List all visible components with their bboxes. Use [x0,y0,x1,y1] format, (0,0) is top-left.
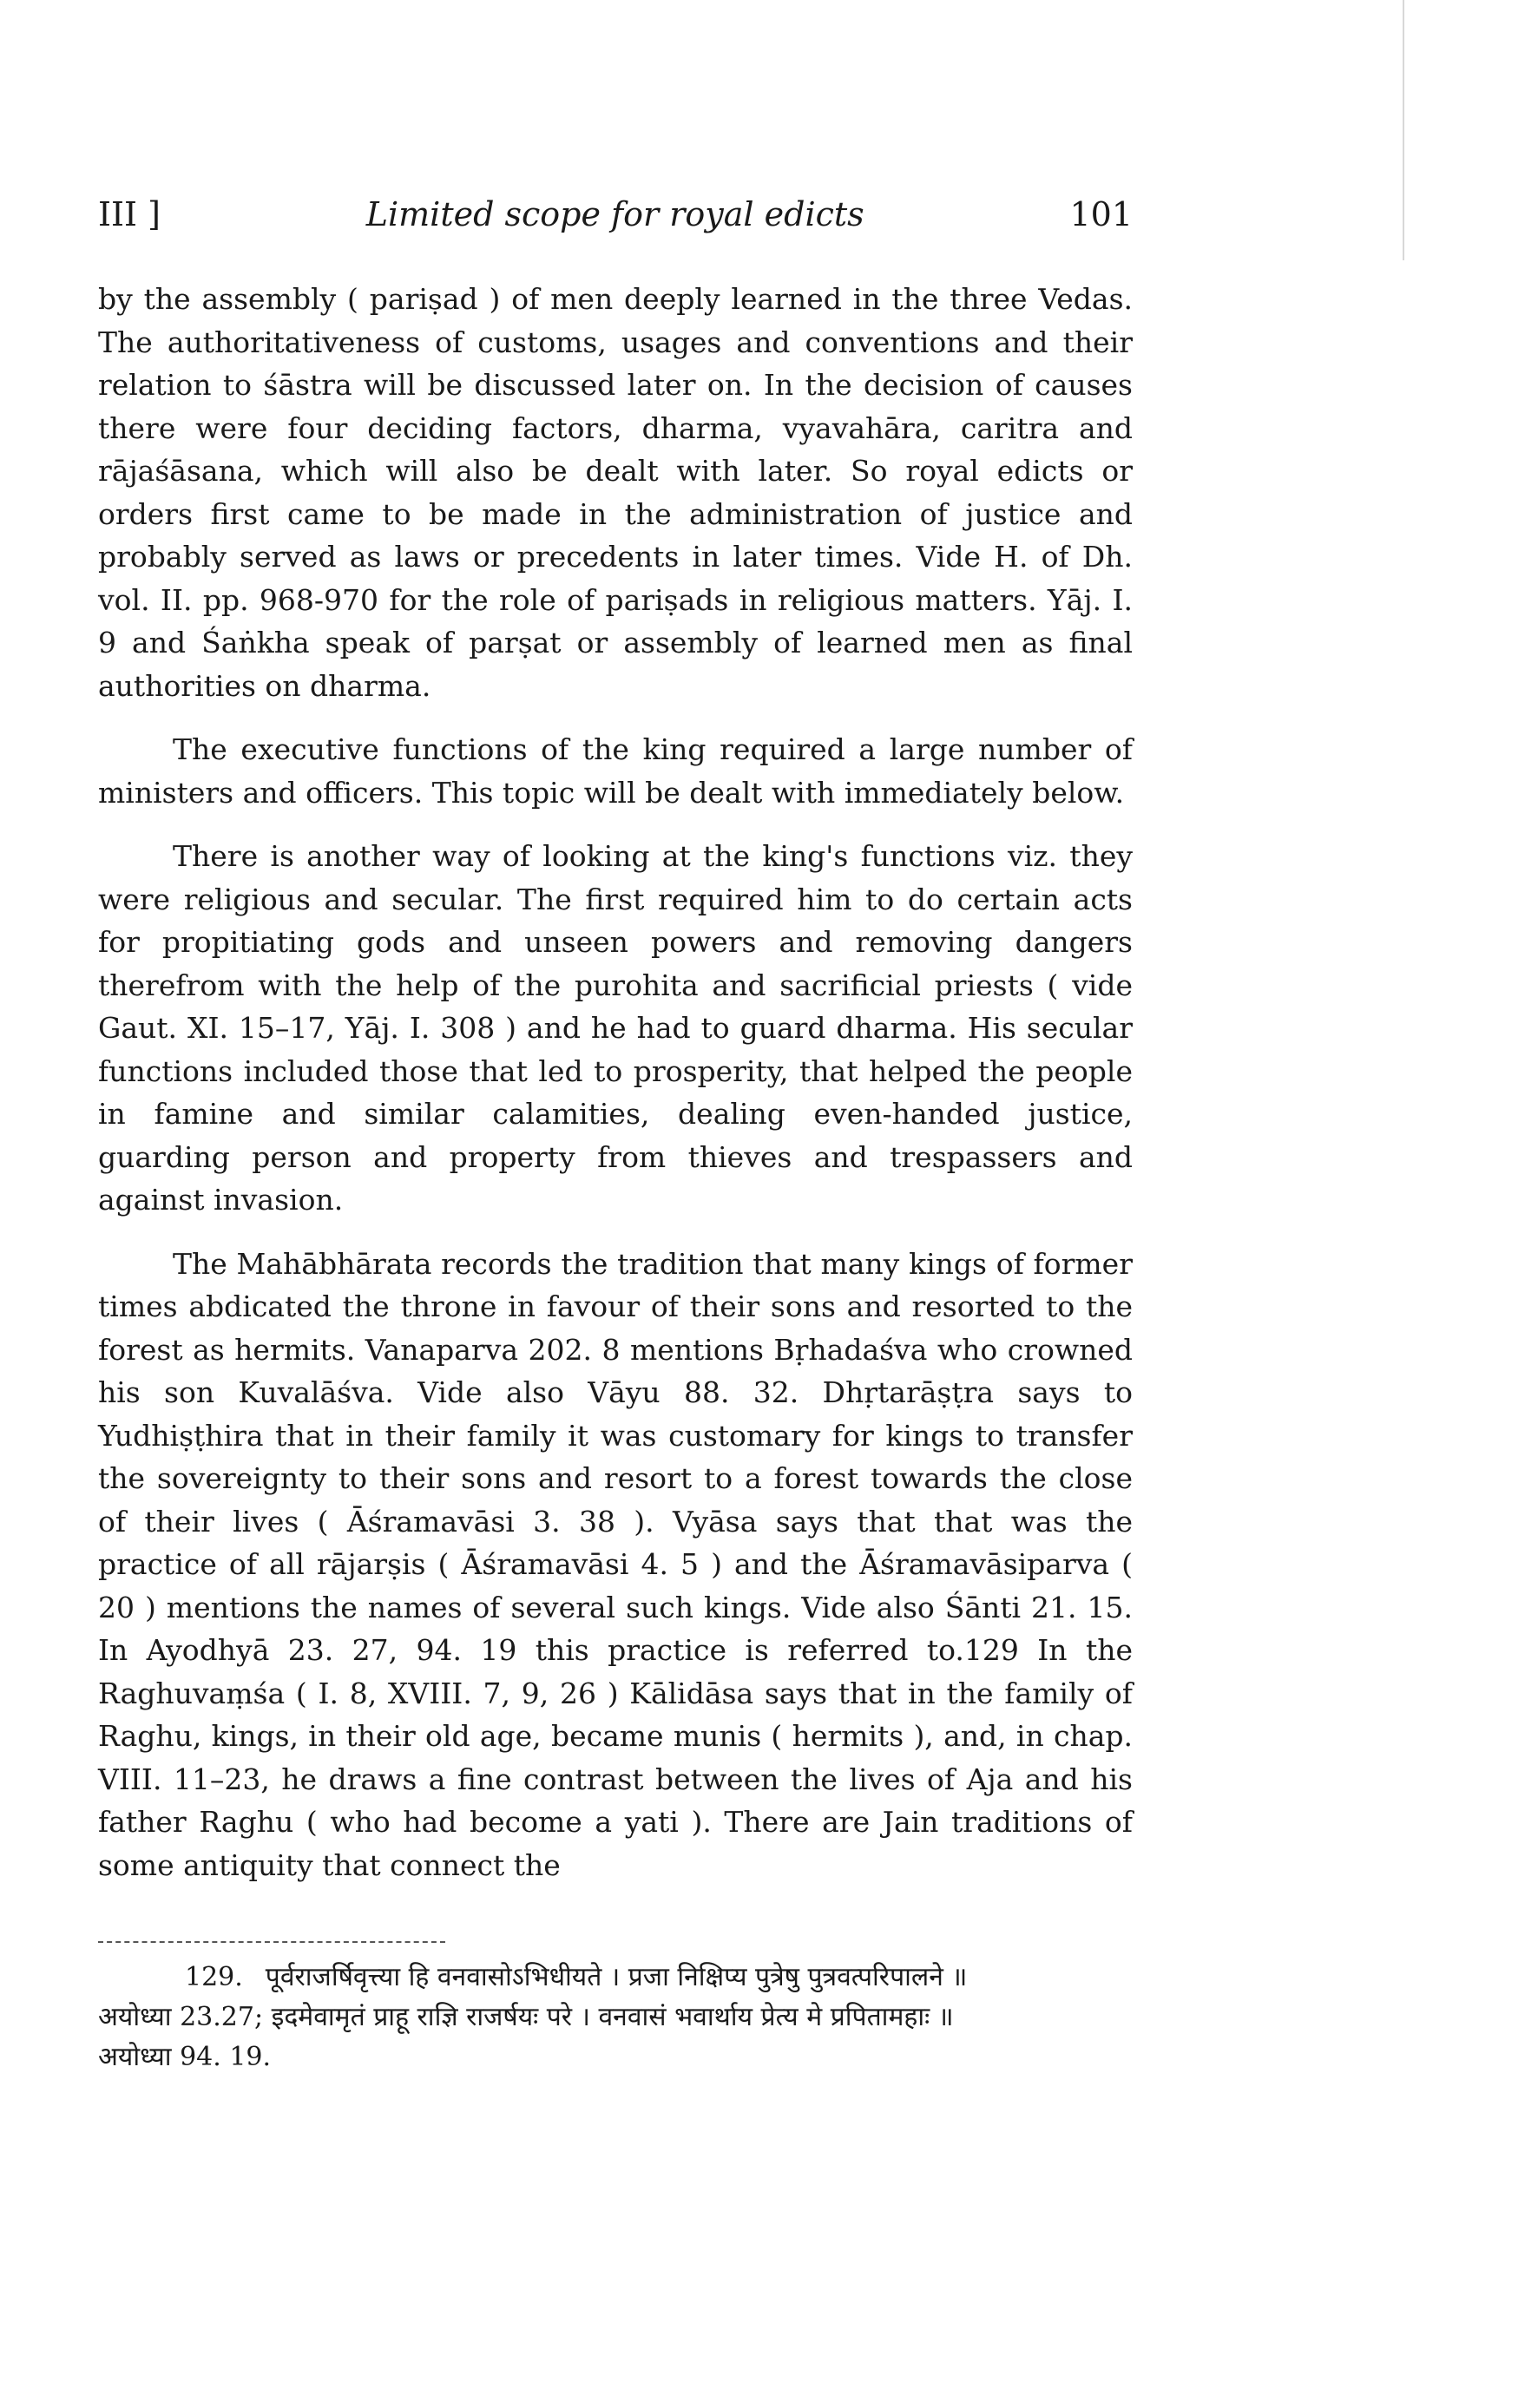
main-text [98,278,1133,1886]
page-number: 101 [1069,195,1133,233]
footnote-number: 129. [185,1962,243,1992]
footnote [98,1958,1133,2077]
footnote-separator [98,1941,445,1943]
paragraph-continued: by the assembly ( pariṣad ) of men deeply learned in the three Vedas. The authoritativeness of customs, usages and conventions and their relation to śāstra will be discussed later on. In the decision of causes there were four deciding factors, dharma, vyavahāra, caritra and rājaśāsana, which will also be dealt with later. So royal edicts or orders first came to be made in the administration of justice and probably served as laws or precedents in later times. Vide H. of Dh. vol. II. pp. 968-970 for the role of pariṣads in religious matters. Yāj. I. 9 and Śaṅkha speak of parṣat or assembly of learned men as final authorities on dharma. [98,282,1133,703]
footnote-line [98,1958,1133,1998]
chapter-marker: III ] [98,195,161,233]
running-header [98,195,1133,233]
footnote-line: अयोध्या 94. 19. [98,2042,272,2072]
paragraph: The Mahābhārata records the tradition that many kings of former times abdicated the throne in favour of their sons and resorted to the forest as hermits. Vanaparva 202. 8 mentions Bṛhadaśva who crowned his son Kuvalāśva. Vide also Vāyu 88. 32. Dhṛtarāṣṭra says to Yudhiṣṭhira that in their family it was customary for kings to transfer the sovereignty to their sons and resort to a forest towards the close of their lives ( Āśramavāsi 3. 38 ). Vyāsa says that that was the practice of all rājarṣis ( Āśramavāsi 4. 5 ) and the Āśramavāsiparva ( 20 ) mentions the names of several such kings. Vide also Śānti 21. 15. In Ayodhyā 23. 27, 94. 19 this practice is referred to.129 In the Raghuvaṃśa ( I. 8, XVIII. 7, 9, 26 ) Kālidāsa says that in the family of Raghu, kings, in their old age, became munis ( hermits ), and, in chap. VIII. 11–23, he draws a fine contrast between the lives of Aja and his father Raghu ( who had become a yati ). There are Jain traditions of some antiquity that connect the [98,1246,1133,1882]
footnote-text: पूर्वराजर्षिवृत्त्या हि वनवासोऽभिधीयते । प्रजा निक्षिप्य पुत्रेषु पुत्रवत्परिपालने ॥ [265,1962,968,1992]
paragraph: There is another way of looking at the king's functions viz. they were religious and secular. The first required him to do certain acts for propitiating gods and unseen powers and removing dangers therefrom with the help of the purohita and sacrificial priests ( vide Gaut. XI. 15–17, Yāj. I. 308 ) and he had to guard dharma. His secular functions included those that led to prosperity, that helped the people in famine and similar calamities, dealing even-handed justice, guarding person and property from thieves and trespassers and against invasion. [98,839,1133,1217]
paragraph: The executive functions of the king required a large number of ministers and officers. This topic will be dealt with immediately below. [98,732,1133,810]
running-title: Limited scope for royal edicts [365,195,864,233]
footnote-line: अयोध्या 23.27; इदमेवामृतं प्राहू राज्ञि राजर्षयः परे । वनवासं भवार्थाय प्रेत्य मे प्रपितामहाः ॥ [98,2002,954,2032]
scan-edge-line [1403,0,1404,260]
